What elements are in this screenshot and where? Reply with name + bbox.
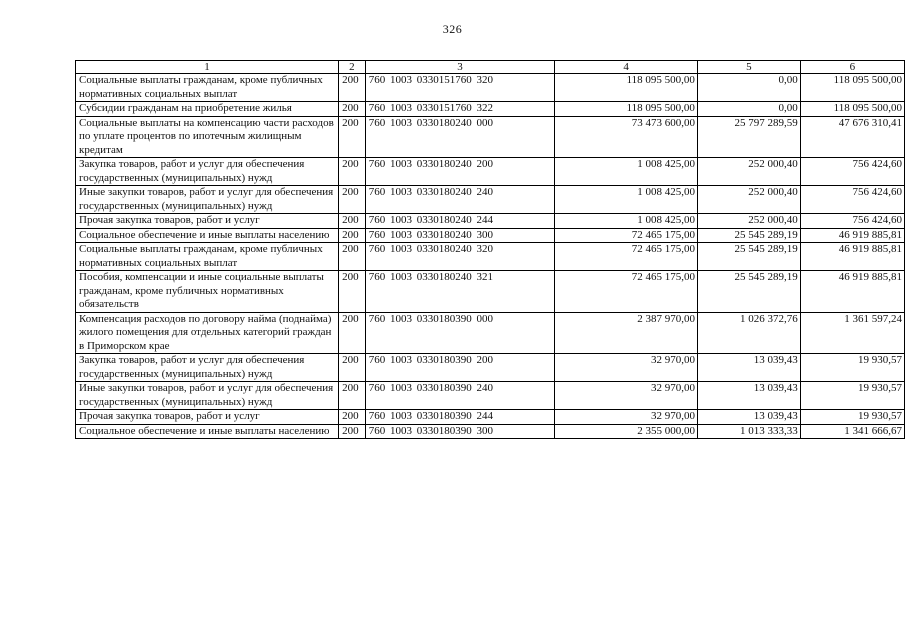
table-row [76,116,905,158]
row-classifier-cell: 760 1003 0330180240 321 [365,271,555,313]
row-code-cell: 200 [339,116,366,158]
row-code-cell: 200 [339,382,366,410]
row-code-cell: 200 [339,410,366,425]
row-col6-cell: 47 676 310,41 [800,116,904,158]
row-col5-cell: 252 000,40 [697,186,800,214]
row-classifier-cell: 760 1003 0330180390 000 [365,312,555,354]
table-row [76,354,905,382]
row-col6-cell: 118 095 500,00 [800,74,904,102]
row-col6-cell: 1 361 597,24 [800,312,904,354]
row-col4-cell: 72 465 175,00 [555,243,698,271]
table-row [76,158,905,186]
table-row [76,271,905,313]
row-name-cell: Прочая закупка товаров, работ и услуг [76,410,339,425]
row-classifier-cell: 760 1003 0330180240 000 [365,116,555,158]
row-col4-cell: 32 970,00 [555,382,698,410]
row-col5-cell: 25 545 289,19 [697,271,800,313]
row-name-cell: Закупка товаров, работ и услуг для обеспечения государственных (муниципальных) нужд [76,158,339,186]
row-name-cell: Социальные выплаты гражданам, кроме публичных нормативных социальных выплат [76,243,339,271]
column-header-2: 2 [339,61,366,74]
row-code-cell: 200 [339,312,366,354]
row-col4-cell: 72 465 175,00 [555,228,698,243]
row-classifier-cell: 760 1003 0330180390 300 [365,424,555,439]
table-row [76,243,905,271]
row-col4-cell: 1 008 425,00 [555,214,698,229]
row-name-cell: Пособия, компенсации и иные социальные выплаты гражданам, кроме публичных нормативных обязательств [76,271,339,313]
row-col6-cell: 19 930,57 [800,382,904,410]
row-name-cell: Компенсация расходов по договору найма (поднайма) жилого помещения для отдельных категорий граждан в Приморском крае [76,312,339,354]
column-header-1: 1 [76,61,339,74]
row-col6-cell: 46 919 885,81 [800,271,904,313]
row-col4-cell: 2 387 970,00 [555,312,698,354]
row-col4-cell: 32 970,00 [555,410,698,425]
row-col4-cell: 2 355 000,00 [555,424,698,439]
row-name-cell: Социальные выплаты гражданам, кроме публичных нормативных социальных выплат [76,74,339,102]
row-code-cell: 200 [339,243,366,271]
row-classifier-cell: 760 1003 0330180240 320 [365,243,555,271]
column-number-row [76,61,905,74]
row-col6-cell: 756 424,60 [800,214,904,229]
row-col5-cell: 252 000,40 [697,214,800,229]
table-row [76,424,905,439]
row-col5-cell: 252 000,40 [697,158,800,186]
table-row [76,312,905,354]
row-col4-cell: 73 473 600,00 [555,116,698,158]
table-row [76,410,905,425]
row-col5-cell: 1 026 372,76 [697,312,800,354]
column-header-5: 5 [697,61,800,74]
row-code-cell: 200 [339,158,366,186]
row-col4-cell: 118 095 500,00 [555,102,698,117]
row-classifier-cell: 760 1003 0330151760 322 [365,102,555,117]
row-col6-cell: 118 095 500,00 [800,102,904,117]
row-col4-cell: 72 465 175,00 [555,271,698,313]
row-col5-cell: 25 545 289,19 [697,243,800,271]
column-header-6: 6 [800,61,904,74]
column-header-3: 3 [365,61,555,74]
row-code-cell: 200 [339,228,366,243]
row-name-cell: Субсидии гражданам на приобретение жилья [76,102,339,117]
row-classifier-cell: 760 1003 0330180240 240 [365,186,555,214]
row-classifier-cell: 760 1003 0330180240 200 [365,158,555,186]
row-classifier-cell: 760 1003 0330180240 244 [365,214,555,229]
table-row [76,74,905,102]
row-name-cell: Иные закупки товаров, работ и услуг для обеспечения государственных (муниципальных) нужд [76,382,339,410]
row-col4-cell: 1 008 425,00 [555,158,698,186]
table-body [76,74,905,439]
row-col6-cell: 756 424,60 [800,186,904,214]
row-col6-cell: 756 424,60 [800,158,904,186]
row-code-cell: 200 [339,271,366,313]
row-code-cell: 200 [339,102,366,117]
row-col5-cell: 13 039,43 [697,354,800,382]
table-row [76,214,905,229]
row-classifier-cell: 760 1003 0330151760 320 [365,74,555,102]
row-col5-cell: 25 797 289,59 [697,116,800,158]
budget-table [75,60,905,439]
table-row [76,382,905,410]
row-classifier-cell: 760 1003 0330180390 200 [365,354,555,382]
table-row [76,102,905,117]
row-name-cell: Социальное обеспечение и иные выплаты населению [76,424,339,439]
row-col6-cell: 19 930,57 [800,410,904,425]
row-col5-cell: 13 039,43 [697,382,800,410]
row-col4-cell: 118 095 500,00 [555,74,698,102]
row-col5-cell: 0,00 [697,74,800,102]
table-row [76,186,905,214]
row-code-cell: 200 [339,424,366,439]
row-col5-cell: 25 545 289,19 [697,228,800,243]
column-header-4: 4 [555,61,698,74]
page-number: 326 [442,22,463,36]
row-code-cell: 200 [339,74,366,102]
row-code-cell: 200 [339,186,366,214]
row-classifier-cell: 760 1003 0330180240 300 [365,228,555,243]
row-col6-cell: 19 930,57 [800,354,904,382]
row-col6-cell: 1 341 666,67 [800,424,904,439]
row-code-cell: 200 [339,214,366,229]
row-name-cell: Социальное обеспечение и иные выплаты населению [76,228,339,243]
row-classifier-cell: 760 1003 0330180390 244 [365,410,555,425]
row-name-cell: Социальные выплаты на компенсацию части расходов по уплате процентов по ипотечным жилищным кредитам [76,116,339,158]
row-col5-cell: 1 013 333,33 [697,424,800,439]
row-classifier-cell: 760 1003 0330180390 240 [365,382,555,410]
row-name-cell: Иные закупки товаров, работ и услуг для обеспечения государственных (муниципальных) нужд [76,186,339,214]
row-code-cell: 200 [339,354,366,382]
row-col5-cell: 13 039,43 [697,410,800,425]
row-col6-cell: 46 919 885,81 [800,243,904,271]
table-row [76,228,905,243]
row-col5-cell: 0,00 [697,102,800,117]
row-col6-cell: 46 919 885,81 [800,228,904,243]
row-name-cell: Прочая закупка товаров, работ и услуг [76,214,339,229]
row-name-cell: Закупка товаров, работ и услуг для обеспечения государственных (муниципальных) нужд [76,354,339,382]
row-col4-cell: 32 970,00 [555,354,698,382]
row-col4-cell: 1 008 425,00 [555,186,698,214]
